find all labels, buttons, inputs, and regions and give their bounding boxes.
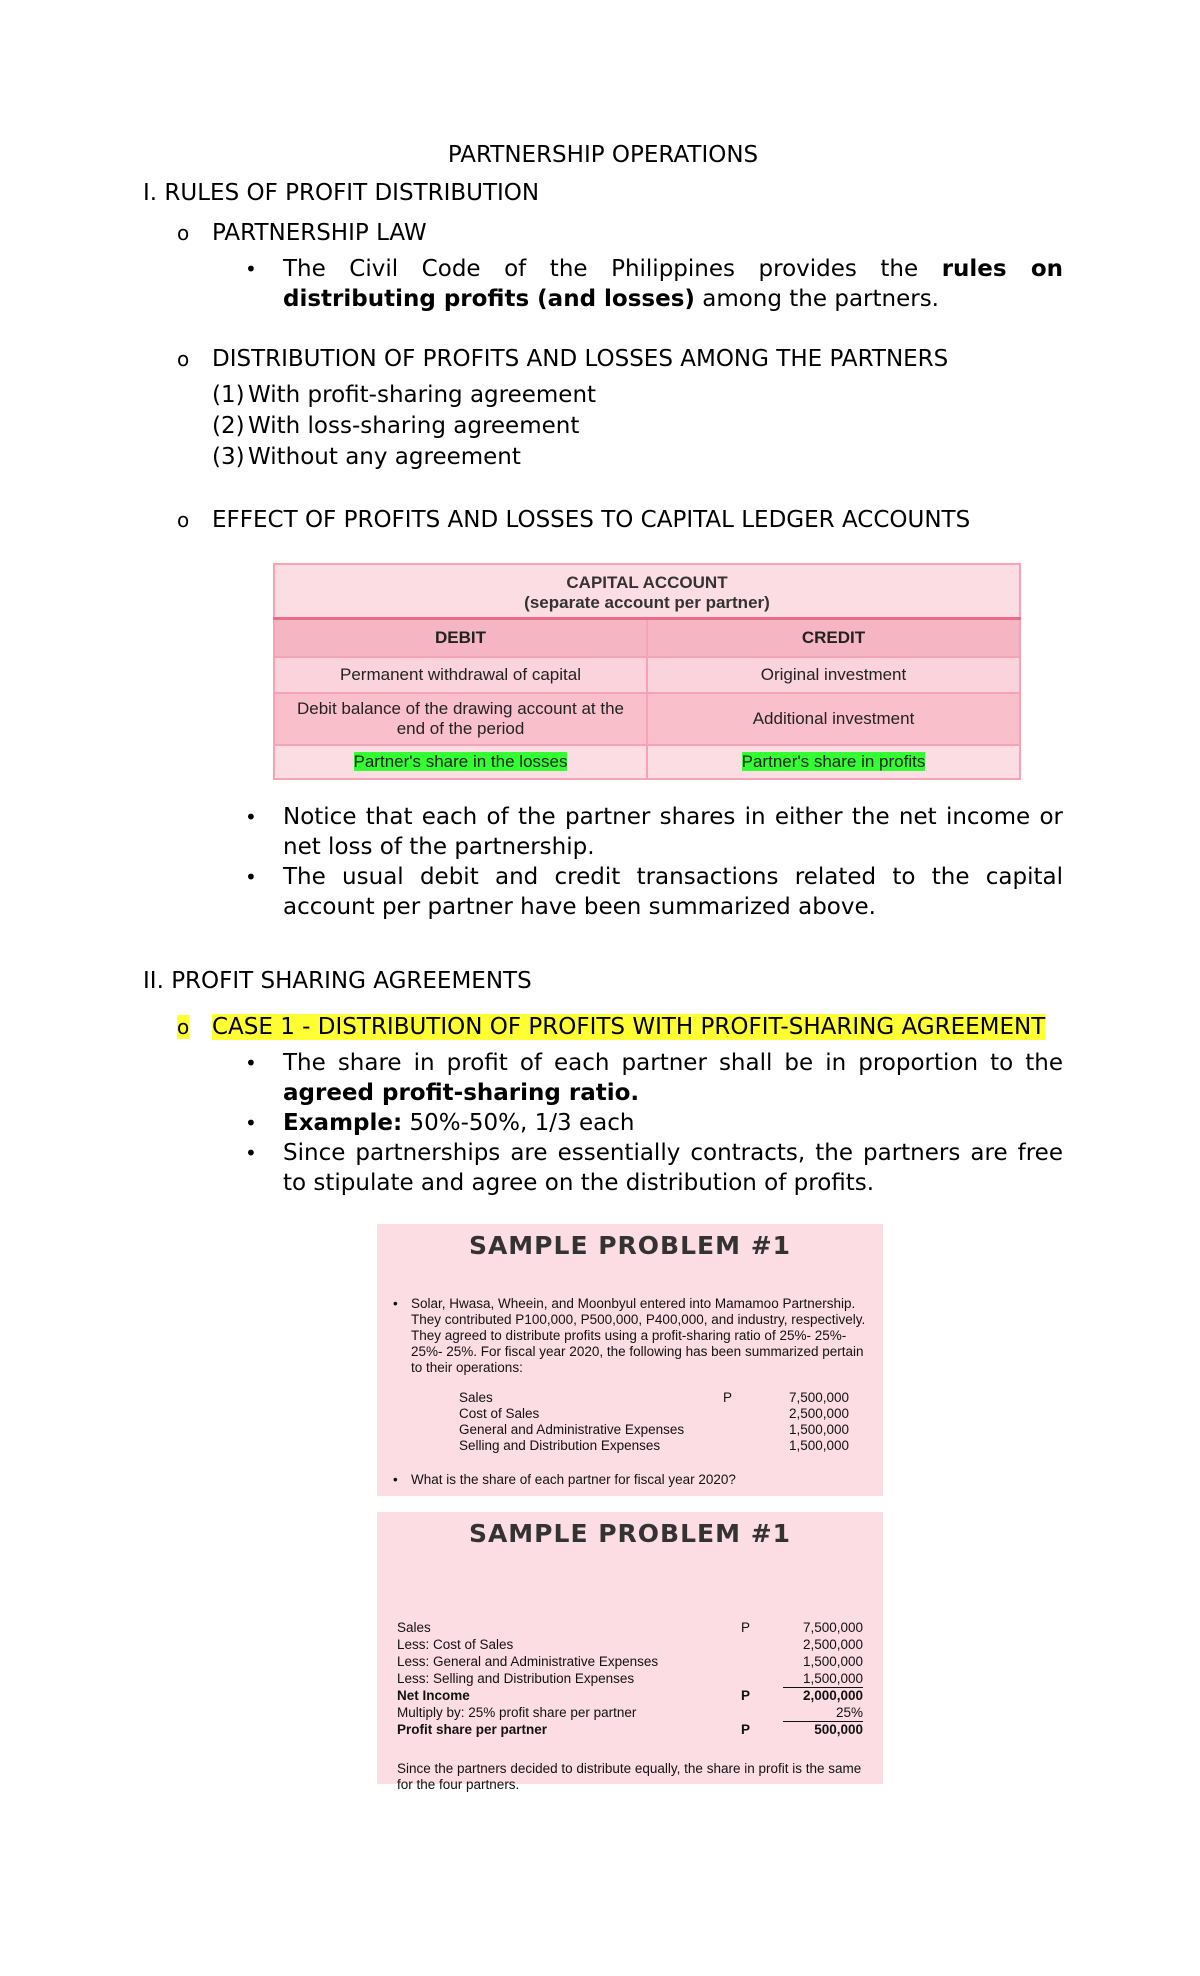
- sample-problem-1-solution: [377, 1512, 883, 1792]
- bullet-icon: •: [245, 1051, 257, 1075]
- credit-header: CREDIT: [647, 619, 1020, 658]
- section-heading-1: I. RULES OF PROFIT DISTRIBUTION: [143, 180, 540, 206]
- capital-account-table: [273, 563, 1021, 780]
- credit-cell: Original investment: [647, 657, 1020, 693]
- list-item: • The share in profit of each partner shall be in proportion to the agreed profit-sharing ratio.: [245, 1050, 1063, 1106]
- circle-bullet-icon: o: [177, 221, 190, 245]
- numbered-list: [212, 380, 1063, 473]
- debit-cell: Permanent withdrawal of capital: [274, 657, 647, 693]
- subsection-label: EFFECT OF PROFITS AND LOSSES TO CAPITAL LEDGER ACCOUNTS: [212, 507, 971, 533]
- credit-cell: Additional investment: [647, 693, 1020, 745]
- list-item: • The usual debit and credit transactions related to the capital account per partner have been summarized above.: [245, 864, 1063, 920]
- list-item: • Since partnerships are essentially contracts, the partners are free to stipulate and agree on the distribution of profits.: [245, 1140, 1063, 1196]
- computation-row: Less: General and Administrative Expenses 1,500,000: [397, 1654, 863, 1669]
- expense-row: General and Administrative Expenses 1,500,000: [459, 1422, 849, 1437]
- computation-row: Multiply by: 25% profit share per partner 25%: [397, 1705, 863, 1720]
- bullet-icon: •: [245, 1111, 257, 1135]
- bullet-list: [143, 254, 1063, 314]
- numbered-item: (1) With profit-sharing agreement: [212, 382, 597, 408]
- bullet-icon: •: [393, 1472, 398, 1487]
- table-row: [274, 657, 1020, 693]
- computation-row: Sales P 7,500,000: [397, 1620, 863, 1635]
- sample-title: SAMPLE PROBLEM #1: [468, 1231, 792, 1260]
- problem-statement: • Solar, Hwasa, Wheein, and Moonbyul entered into Mamamoo Partnership. They contributed P100,000, P500,000, P400,000, and industry, respectively. They agreed to distribute profits using a profit-sharing ratio of 25%- 25%- 25%- 25%. For fiscal year 2020, the following has been summarized pertain to their operations:: [393, 1296, 866, 1375]
- computation-row: Less: Cost of Sales 2,500,000: [397, 1637, 863, 1652]
- debit-cell: Partner's share in the losses: [274, 745, 647, 779]
- table-title: CAPITAL ACCOUNT (separate account per partner): [274, 564, 1020, 619]
- expense-row: Sales P 7,500,000: [459, 1390, 849, 1405]
- bullet-icon: •: [393, 1296, 398, 1311]
- circle-bullet-icon: o: [177, 347, 190, 371]
- numbered-item: (2) With loss-sharing agreement: [212, 413, 580, 439]
- bullet-list: [143, 802, 1063, 922]
- expense-row: Selling and Distribution Expenses 1,500,000: [459, 1438, 849, 1453]
- subsection-case-1: [143, 1006, 1063, 1048]
- table-row: [274, 745, 1020, 779]
- computation-row: Net Income P 2,000,000: [397, 1688, 863, 1703]
- computation-row: Profit share per partner P 500,000: [397, 1722, 863, 1737]
- case-1-heading: CASE 1 - DISTRIBUTION OF PROFITS WITH PROFIT-SHARING AGREEMENT: [212, 1014, 1046, 1040]
- credit-cell: Partner's share in profits: [647, 745, 1020, 779]
- solution-conclusion: Since the partners decided to distribute equally, the share in profit is the same for the four partners.: [397, 1761, 862, 1792]
- list-item: • Example: 50%-50%, 1/3 each: [245, 1110, 635, 1136]
- debit-cell: Debit balance of the drawing account at the end of the period: [274, 693, 647, 745]
- debit-header: DEBIT: [274, 619, 647, 658]
- circle-bullet-icon: o: [177, 1015, 190, 1039]
- section-heading-2: II. PROFIT SHARING AGREEMENTS: [143, 968, 532, 994]
- problem-question: • What is the share of each partner for fiscal year 2020?: [393, 1472, 736, 1487]
- circle-bullet-icon: o: [177, 508, 190, 532]
- document-body: [143, 140, 1063, 1792]
- list-item: • Notice that each of the partner shares in either the net income or net loss of the partnership.: [245, 804, 1063, 860]
- subsection-distribution: [143, 344, 1063, 374]
- list-item: • The Civil Code of the Philippines provides the rules on distributing profits (and losses) among the partners.: [245, 256, 1063, 312]
- bullet-list: [143, 1048, 1063, 1198]
- computation-row: Less: Selling and Distribution Expenses 1,500,000: [397, 1671, 863, 1686]
- document-title: PARTNERSHIP OPERATIONS: [447, 142, 759, 168]
- subsection-effect: [143, 505, 1063, 535]
- subsection-label: DISTRIBUTION OF PROFITS AND LOSSES AMONG THE PARTNERS: [212, 346, 949, 372]
- bullet-icon: •: [245, 1141, 257, 1165]
- bullet-icon: •: [245, 865, 257, 889]
- table-row: [274, 693, 1020, 745]
- subsection-label: PARTNERSHIP LAW: [212, 220, 427, 246]
- computation-table: [397, 1620, 863, 1739]
- bullet-icon: •: [245, 805, 257, 829]
- expense-row: Cost of Sales 2,500,000: [459, 1406, 849, 1421]
- sample-title: SAMPLE PROBLEM #1: [468, 1519, 792, 1548]
- expense-list: [459, 1390, 867, 1454]
- bullet-icon: •: [245, 257, 257, 281]
- subsection-partnership-law: [143, 218, 1063, 248]
- numbered-item: (3) Without any agreement: [212, 444, 521, 470]
- sample-problem-1: [377, 1224, 883, 1496]
